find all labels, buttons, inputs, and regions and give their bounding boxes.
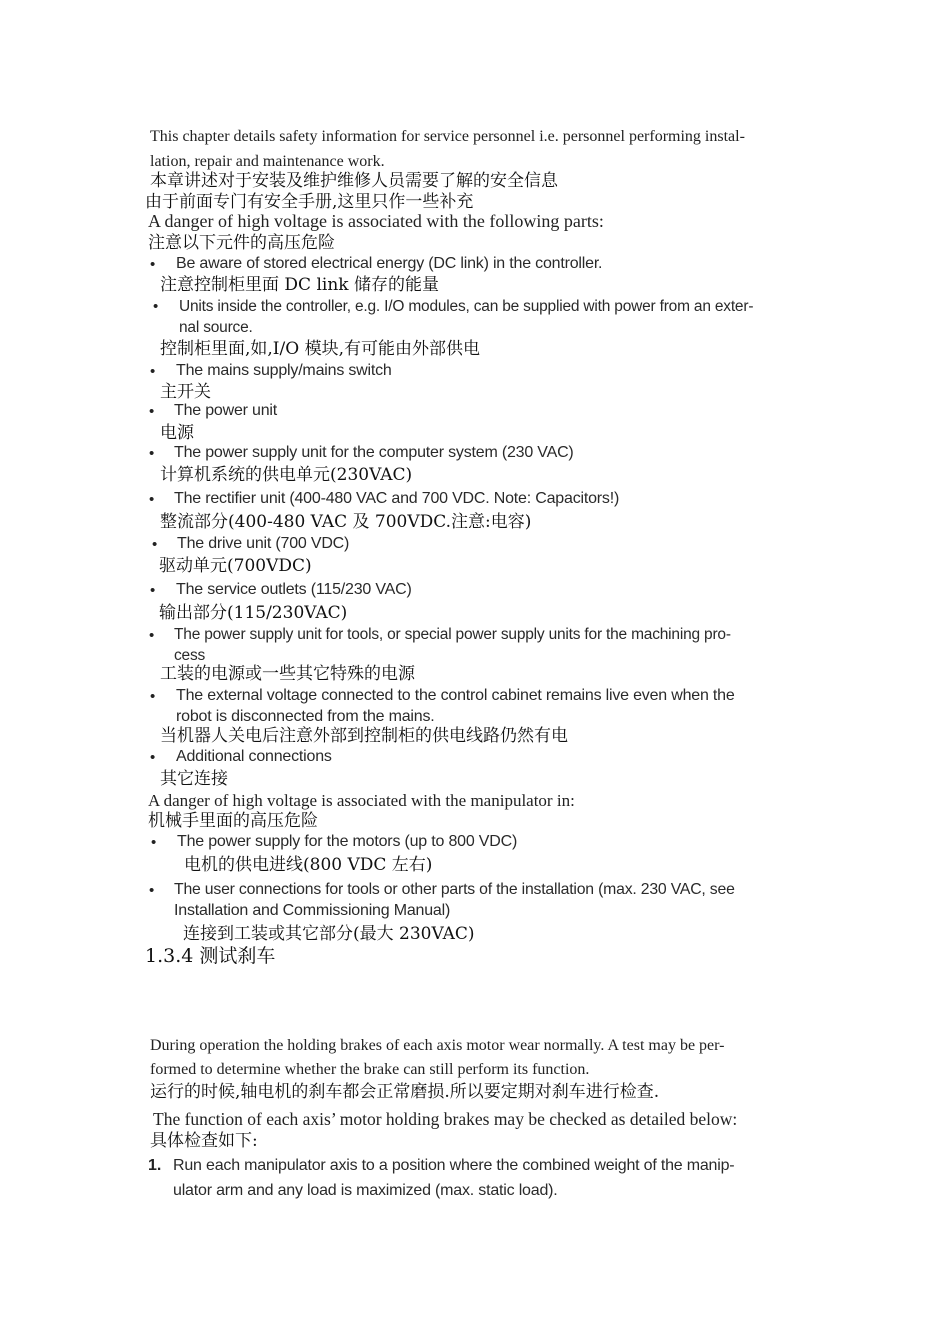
- hv-item-6-cn: 整流部分(400-480 VAC 及 700VDC.注意:电容): [160, 512, 532, 532]
- hv-item-3-cn: 主开关: [160, 382, 211, 402]
- hv-manipulator-heading: A danger of high voltage is associated with the manipulator in:: [148, 791, 575, 810]
- brakes-cn-line-2: 具体检查如下:: [150, 1131, 258, 1151]
- hv-item-10-cn: 当机器人关电后注意外部到控制柜的供电线路仍然有电: [160, 726, 568, 746]
- bullet-icon: •: [150, 256, 156, 273]
- hv-item-9-cn: 工装的电源或一些其它特殊的电源: [160, 664, 415, 684]
- intro-en-line-1: This chapter details safety information for service personnel i.e. personnel performing instal-: [150, 128, 745, 145]
- hv-manipulator-heading-cn: 机械手里面的高压危险: [148, 811, 318, 831]
- bullet-icon: •: [150, 749, 156, 766]
- hv-item-8-en: The service outlets (115/230 VAC): [176, 581, 412, 598]
- hv-parts-heading: A danger of high voltage is associated with the following parts:: [148, 211, 604, 231]
- hv-item-5-en: The power supply unit for the computer system (230 VAC): [174, 444, 574, 461]
- bullet-icon: •: [149, 491, 155, 508]
- bullet-icon: •: [149, 403, 155, 420]
- intro-cn-line-1: 本章讲述对于安装及维护维修人员需要了解的安全信息: [150, 171, 558, 191]
- brakes-en-line-1: During operation the holding brakes of each axis motor wear normally. A test may be per-: [150, 1037, 725, 1054]
- manip-item-1-en: The power supply for the motors (up to 800 VDC): [177, 833, 518, 850]
- bullet-icon: •: [150, 582, 156, 599]
- manip-item-2-en: The user connections for tools or other parts of the installation (max. 230 VAC, see: [174, 881, 735, 898]
- step-number: 1.: [148, 1157, 162, 1174]
- manip-item-2-cn: 连接到工装或其它部分(最大 230VAC): [183, 924, 475, 944]
- bullet-icon: •: [149, 627, 155, 644]
- hv-item-11-en: Additional connections: [176, 748, 332, 765]
- hv-item-4-en: The power unit: [174, 402, 278, 419]
- hv-item-10-en: The external voltage connected to the control cabinet remains live even when the: [176, 687, 735, 704]
- step-1-line-1: Run each manipulator axis to a position where the combined weight of the manip-: [173, 1157, 735, 1174]
- hv-item-6-en: The rectifier unit (400-480 VAC and 700 VDC. Note: Capacitors!): [174, 490, 620, 507]
- bullet-icon: •: [153, 298, 159, 315]
- hv-item-9-en-cont: cess: [174, 647, 206, 664]
- bullet-icon: •: [150, 688, 156, 705]
- hv-item-10-en-cont: robot is disconnected from the mains.: [176, 708, 435, 725]
- brakes-en-line-3: The function of each axis’ motor holding brakes may be checked as detailed below:: [153, 1109, 738, 1129]
- hv-item-2-cn: 控制柜里面,如,I/O 模块,有可能由外部供电: [160, 339, 480, 359]
- intro-cn-line-2: 由于前面专门有安全手册,这里只作一些补充: [145, 192, 474, 212]
- manip-item-1-cn: 电机的供电进线(800 VDC 左右): [184, 855, 433, 875]
- bullet-icon: •: [151, 834, 157, 851]
- hv-item-7-en: The drive unit (700 VDC): [177, 535, 350, 552]
- hv-item-11-cn: 其它连接: [160, 769, 228, 789]
- brakes-cn-line-1: 运行的时候,轴电机的刹车都会正常磨损.所以要定期对刹车进行检查.: [150, 1082, 660, 1102]
- brakes-en-line-2: formed to determine whether the brake can still perform its function.: [150, 1061, 590, 1078]
- bullet-icon: •: [152, 536, 158, 553]
- hv-item-1-en: Be aware of stored electrical energy (DC link) in the controller.: [176, 255, 603, 272]
- hv-item-2-en: Units inside the controller, e.g. I/O modules, can be supplied with power from an exter-: [179, 298, 754, 315]
- bullet-icon: •: [150, 363, 156, 380]
- hv-item-7-cn: 驱动单元(700VDC): [159, 556, 312, 576]
- hv-item-4-cn: 电源: [160, 423, 194, 443]
- hv-item-1-cn: 注意控制柜里面 DC link 储存的能量: [160, 275, 439, 295]
- intro-en-line-2: lation, repair and maintenance work.: [150, 153, 385, 170]
- hv-item-9-en: The power supply unit for tools, or special power supply units for the machining pro-: [174, 626, 731, 643]
- hv-item-5-cn: 计算机系统的供电单元(230VAC): [160, 465, 413, 485]
- step-1-line-2: ulator arm and any load is maximized (max. static load).: [173, 1182, 558, 1199]
- manip-item-2-en-cont: Installation and Commissioning Manual): [174, 902, 451, 919]
- section-heading: 1.3.4 测试刹车: [145, 945, 276, 967]
- bullet-icon: •: [149, 445, 155, 462]
- hv-parts-heading-cn: 注意以下元件的高压危险: [148, 233, 335, 253]
- hv-item-2-en-cont: nal source.: [179, 319, 253, 336]
- bullet-icon: •: [149, 882, 155, 899]
- hv-item-8-cn: 输出部分(115/230VAC): [159, 603, 348, 623]
- hv-item-3-en: The mains supply/mains switch: [176, 362, 392, 379]
